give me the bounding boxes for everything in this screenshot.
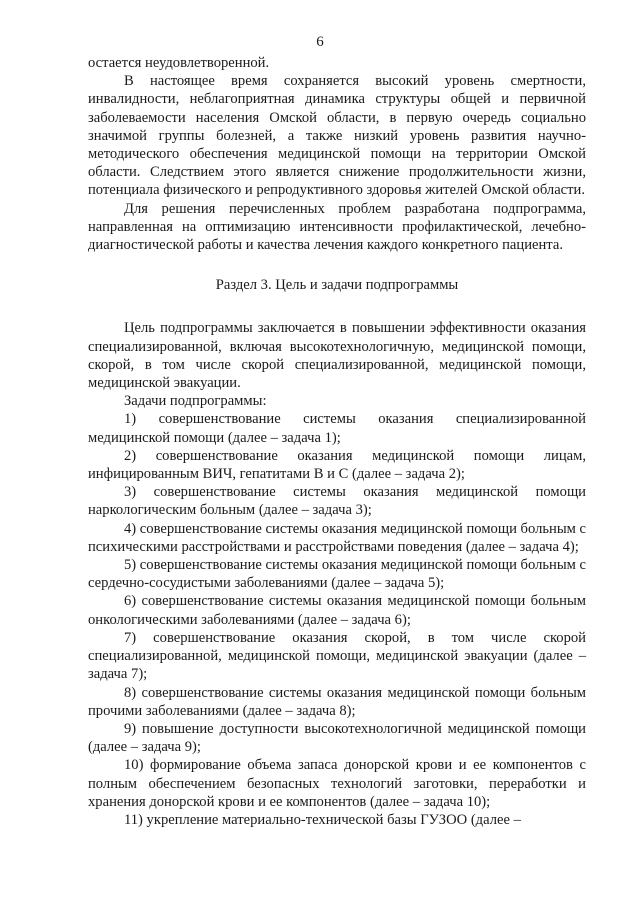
paragraph-solution: Для решения перечисленных проблем разработана подпрограмма, направленная на оптимизацию интенсивности профилактической, лечебно-диагностической работы и качества лечения каждого конкретного пациента. <box>88 200 586 254</box>
task-item-3: 3) совершенствование системы оказания медицинской помощи наркологическим больным (далее – задача 3); <box>88 484 586 519</box>
task-item-8: 8) совершенствование системы оказания медицинской помощи больным прочими заболеваниями (далее – задача 8); <box>88 684 586 719</box>
task-item-7: 7) совершенствование оказания скорой, в том числе скорой специализированной, медицинской помощи, медицинской эвакуации (далее – задача 7); <box>88 629 586 683</box>
paragraph-problems: В настоящее время сохраняется высокий уровень смертности, инвалидности, неблагоприятная динамика структуры общей и первичной заболеваемости населения Омской области, в первую очередь социально значимой группы болезней, а также низкий уровень развития научно-методического обеспечения медицинской помощи на территории Омской области. Следствием этого является снижение продолжительности жизни, потенциала физического и репродуктивного здоровья жителей Омской области. <box>88 73 586 199</box>
task-item-9: 9) повышение доступности высокотехнологичной медицинской помощи (далее – задача 9); <box>88 720 586 756</box>
paragraph-goal: Цель подпрограммы заключается в повышении эффективности оказания специализированной, включая высокотехнологичную, медицинской помощи, скорой, в том числе скорой специализированной, медицинской помощи, медицинской эвакуации. <box>88 320 586 392</box>
task-item-11: 11) укрепление материально-технической базы ГУЗОО (далее – <box>124 811 521 828</box>
task-item-1: 1) совершенствование системы оказания специализированной медицинской помощи (далее – задача 1); <box>88 411 586 446</box>
task-item-10: 10) формирование объема запаса донорской крови и ее компонентов с полным обеспечением безопасных технологий заготовки, переработки и хранения донорской крови и ее компонентов (далее – задача 10); <box>88 757 586 810</box>
tasks-header: Задачи подпрограммы: <box>124 393 267 410</box>
paragraph-continuation: остается неудовлетворенной. <box>88 55 270 71</box>
task-item-5: 5) совершенствование системы оказания медицинской помощи больным с сердечно-сосудистыми заболеваниями (далее – задача 5); <box>88 557 586 592</box>
document-body <box>88 54 586 829</box>
page-number: 6 <box>316 34 324 50</box>
task-item-6: 6) совершенствование системы оказания медицинской помощи больным онкологическими заболеваниями (далее – задача 6); <box>88 593 586 628</box>
task-item-4: 4) совершенствование системы оказания медицинской помощи больным с психическими расстройствами и расстройствами поведения (далее – задача 4); <box>88 520 586 555</box>
task-item-2: 2) совершенствование оказания медицинской помощи лицам, инфицированным ВИЧ, гепатитами В и С (далее – задача 2); <box>88 447 586 483</box>
section-title: Раздел 3. Цель и задачи подпрограммы <box>215 277 459 294</box>
